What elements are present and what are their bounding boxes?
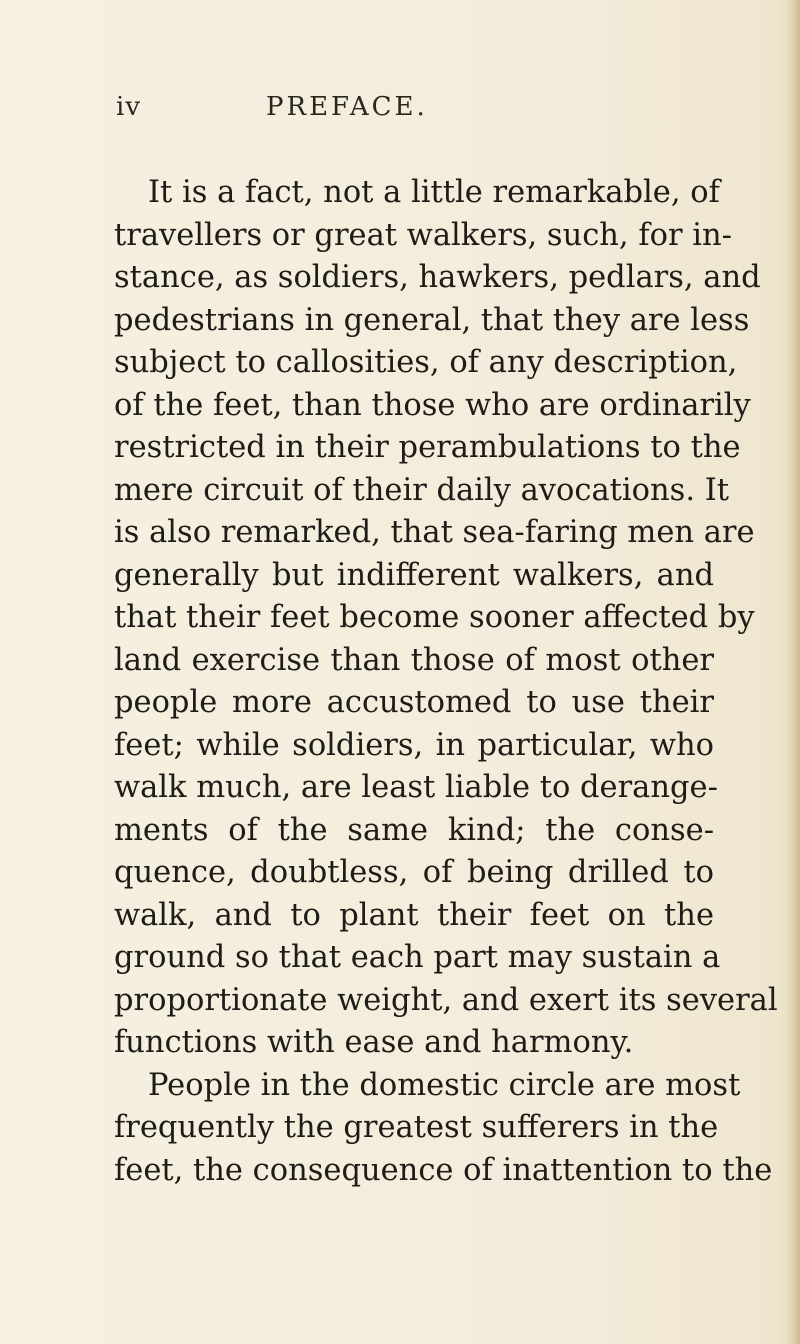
page-header — [116, 92, 706, 132]
page-edge-shadow — [786, 0, 800, 1344]
text-line: people more accustomed to use their — [114, 685, 714, 720]
text-line: walk, and to plant their feet on the — [114, 897, 714, 933]
text-line: travellers or great walkers, such, for in- — [114, 217, 732, 253]
text-line: quence, doubtless, of being drilled to — [114, 855, 714, 890]
text-line: People in the domestic circle are most — [148, 1067, 741, 1103]
text-line: feet; while soldiers, in particular, who — [114, 727, 714, 763]
text-line: It is a fact, not a little remarkable, of — [148, 175, 720, 210]
text-line: stance, as soldiers, hawkers, pedlars, and — [114, 260, 761, 295]
text-line: ments of the same kind; the conse- — [114, 812, 714, 848]
text-line: land exercise than those of most other — [114, 642, 714, 678]
text-line: mere circuit of their daily avocations. It — [114, 472, 730, 508]
page-number: iv — [116, 92, 142, 122]
text-line: ground so that each part may sustain a — [114, 940, 721, 975]
running-head: PREFACE. — [266, 92, 428, 122]
text-line: subject to callosities, of any description, — [114, 345, 738, 380]
text-line: frequently the greatest sufferers in the — [114, 1110, 719, 1145]
text-line: pedestrians in general, that they are less — [114, 302, 750, 338]
text-line: walk much, are least liable to derange- — [114, 770, 718, 805]
text-line: proportionate weight, and exert its several — [114, 982, 778, 1018]
text-line: that their feet become sooner affected by — [114, 600, 755, 635]
text-line: feet, the consequence of inattention to the — [114, 1152, 773, 1188]
text-line: restricted in their perambulations to the — [114, 430, 741, 465]
text-line: of the feet, than those who are ordinarily — [114, 387, 751, 423]
body-text — [114, 172, 778, 1192]
text-line: functions with ease and harmony. — [114, 1025, 634, 1060]
text-line: generally but indifferent walkers, and — [114, 557, 714, 593]
text-line: is also remarked, that sea-faring men are — [114, 515, 755, 550]
